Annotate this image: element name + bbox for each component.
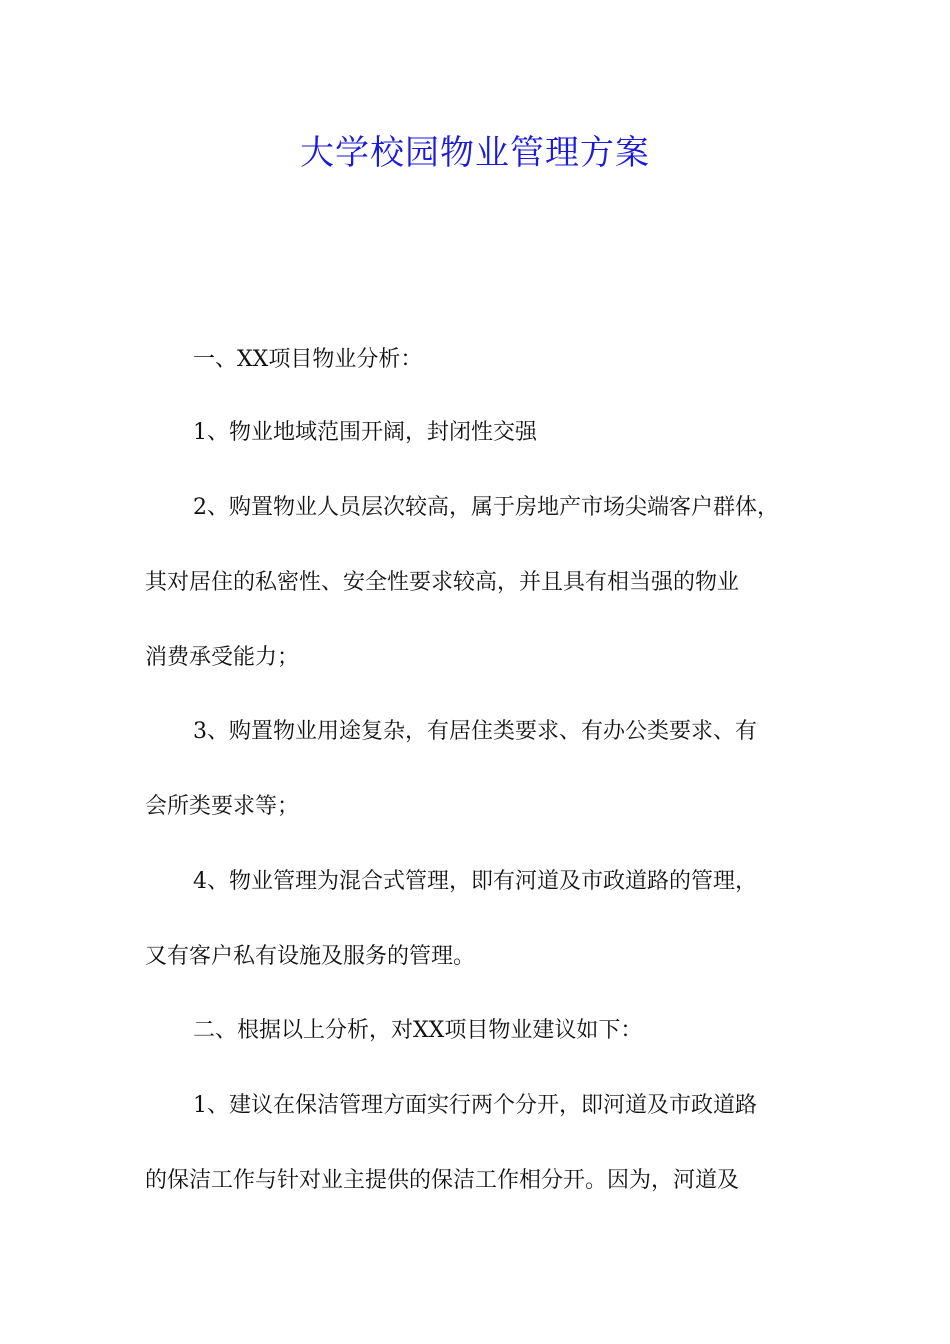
- paragraph-line: 的保洁工作与针对业主提供的保洁工作相分开。因为，河道及: [145, 1168, 740, 1193]
- paragraph-line: 1、物业地域范围开阔，封闭性交强: [193, 420, 537, 445]
- paragraph-line: 又有客户私有设施及服务的管理。: [145, 944, 476, 969]
- section-heading-1: 一、XX项目物业分析：: [193, 347, 423, 372]
- section-heading-2: 二、根据以上分析，对XX项目物业建议如下：: [193, 1018, 643, 1043]
- paragraph-line: 3、购置物业用途复杂，有居住类要求、有办公类要求、有: [193, 719, 757, 744]
- document-title: 大学校园物业管理方案: [300, 133, 650, 173]
- paragraph-line: 会所类要求等；: [145, 794, 300, 819]
- paragraph-line: 其对居住的私密性、安全性要求较高，并且具有相当强的物业: [145, 570, 740, 595]
- paragraph-line: 消费承受能力；: [145, 645, 300, 670]
- paragraph-line: 4、物业管理为混合式管理，即有河道及市政道路的管理，: [193, 869, 757, 894]
- paragraph-line: 1、建议在保洁管理方面实行两个分开，即河道及市政道路: [193, 1093, 757, 1118]
- paragraph-line: 2、购置物业人员层次较高，属于房地产市场尖端客户群体，: [193, 495, 779, 520]
